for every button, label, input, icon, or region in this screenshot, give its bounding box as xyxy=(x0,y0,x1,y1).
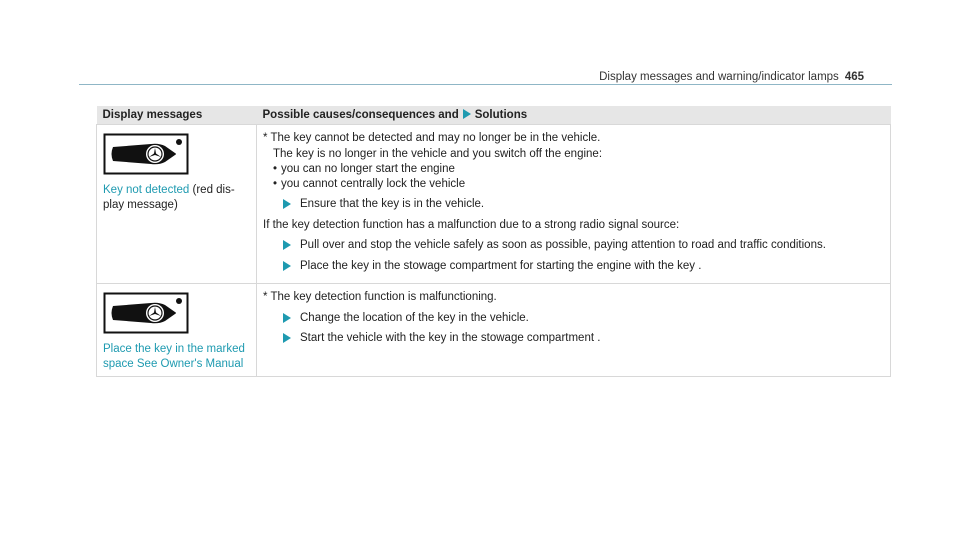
column-header-causes-solutions: Possible causes/consequences and Solutions xyxy=(257,106,891,125)
arrow-right-icon xyxy=(283,313,291,323)
arrow-right-icon xyxy=(283,240,291,250)
header-divider xyxy=(79,84,892,85)
cause-cell xyxy=(257,284,891,377)
cause-text: * The key detection function is malfunctioning. xyxy=(263,291,497,303)
page-number: 465 xyxy=(844,71,864,83)
list-item: • you cannot centrally lock the vehicle xyxy=(263,177,884,192)
solution-step: Ensure that the key is in the vehicle. xyxy=(263,197,884,212)
table-row xyxy=(97,284,891,377)
arrow-right-icon xyxy=(283,199,291,209)
arrow-right-icon xyxy=(283,333,291,343)
cause-text: * The key cannot be detected and may no longer be in the vehicle. xyxy=(263,132,601,144)
message-cell xyxy=(97,125,257,284)
cause-cell xyxy=(257,125,891,284)
column-header-display-messages: Display messages xyxy=(97,106,257,125)
solution-step: Change the location of the key in the vehicle. xyxy=(263,311,884,326)
table-header-row xyxy=(97,106,891,125)
message-place-key: Place the key in the marked space See Owner's Manual xyxy=(103,343,245,370)
message-suffix: (red dis-play message) xyxy=(103,184,235,211)
page-header xyxy=(599,71,864,83)
message-cell xyxy=(97,284,257,377)
solution-step: Place the key in the stowage compartment for starting the engine with the key . xyxy=(263,259,884,274)
car-key-icon xyxy=(103,133,189,175)
solution-step: Pull over and stop the vehicle safely as soon as possible, paying attention to road and traffic conditions. xyxy=(263,238,884,253)
cause-text-2: If the key detection function has a malfunction due to a strong radio signal source: xyxy=(263,218,680,231)
arrow-right-icon xyxy=(283,261,291,271)
header-title: Display messages and warning/indicator lamps xyxy=(599,71,839,83)
message-key-not-detected: Key not detected xyxy=(103,184,190,196)
solution-step: Start the vehicle with the key in the stowage compartment . xyxy=(263,331,884,346)
table-row xyxy=(97,125,891,284)
car-key-icon xyxy=(103,292,189,334)
display-messages-table xyxy=(96,106,891,377)
arrow-right-icon xyxy=(463,109,471,119)
list-item: • you can no longer start the engine xyxy=(263,162,884,177)
cause-subtext: The key is no longer in the vehicle and you switch off the engine: xyxy=(273,147,603,160)
